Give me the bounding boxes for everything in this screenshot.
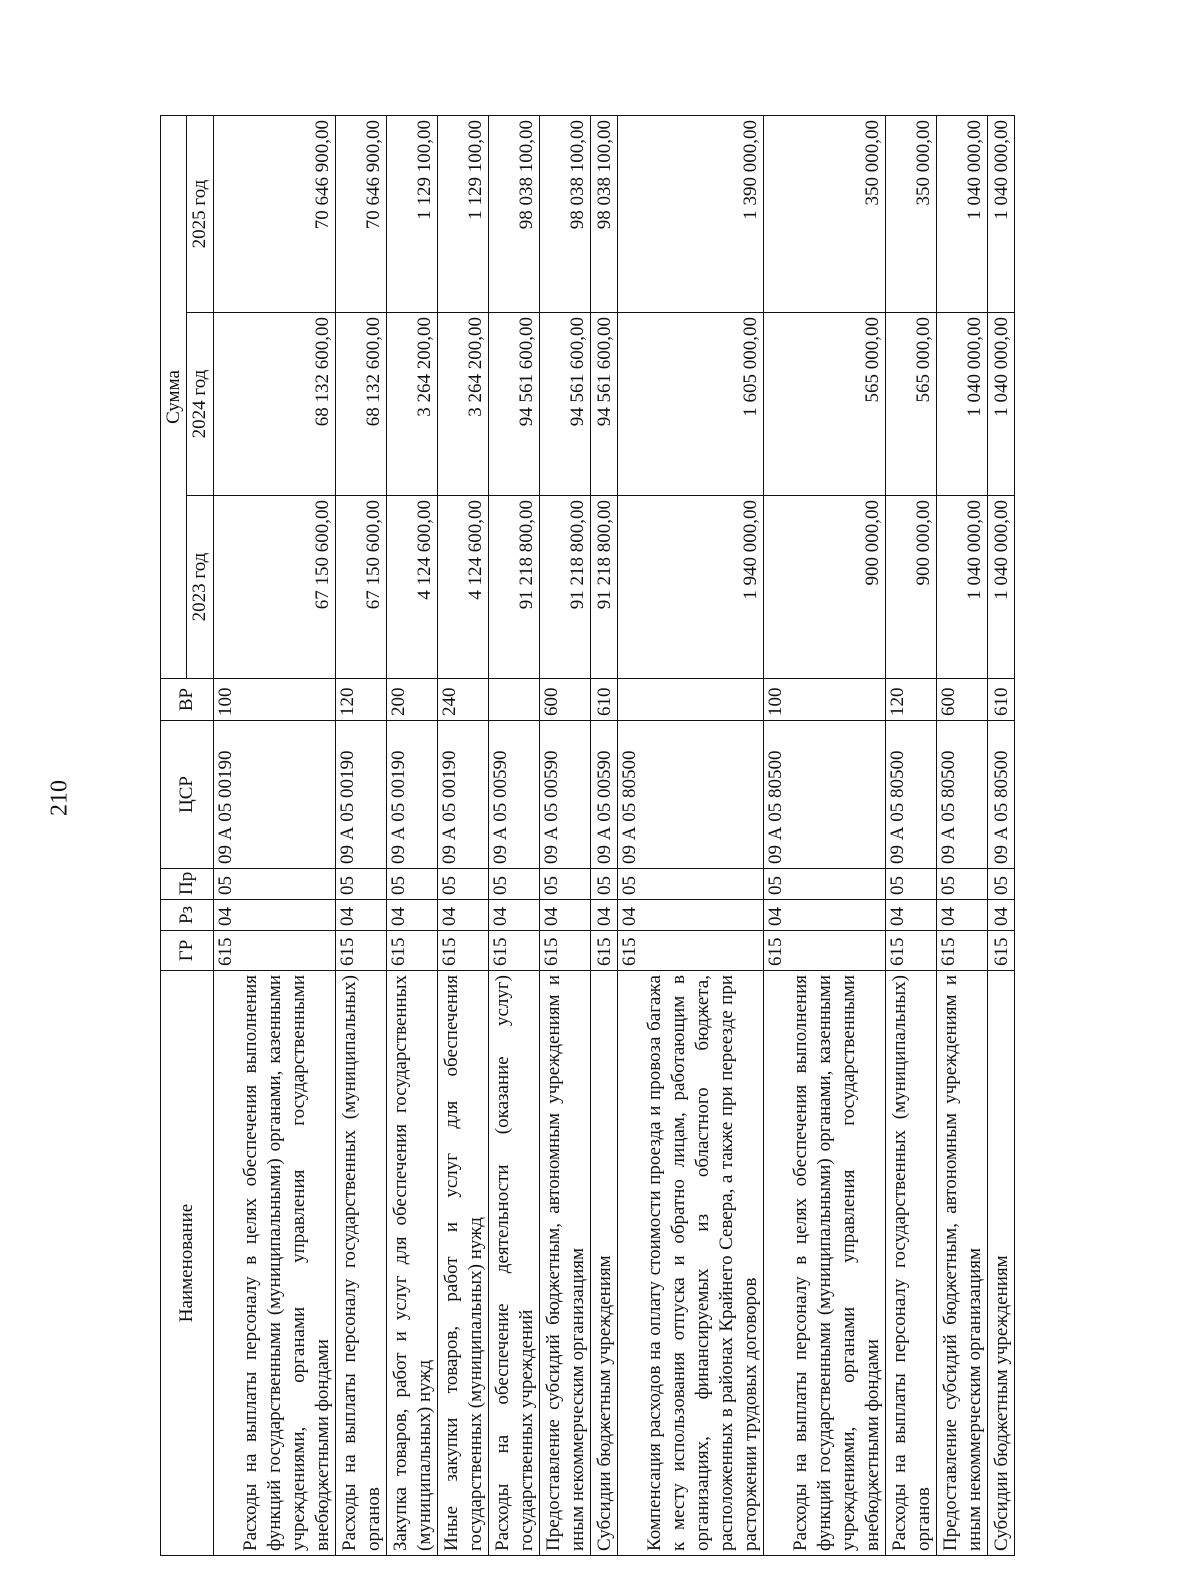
row-gr: 615 — [489, 931, 540, 971]
row-csr: 09 А 05 80500 — [937, 721, 988, 869]
row-rz: 04 — [937, 900, 988, 931]
table-row — [214, 116, 336, 1556]
row-sum-2024: 1 605 000,00 — [618, 313, 764, 496]
table-row — [489, 116, 540, 1556]
row-csr: 09 А 05 00190 — [214, 721, 336, 869]
table-row — [438, 116, 489, 1556]
row-gr: 615 — [540, 931, 591, 971]
row-pr: 05 — [214, 869, 336, 900]
row-sum-2025: 1 040 000,00 — [937, 116, 988, 313]
row-pr: 05 — [764, 869, 886, 900]
row-vr: 120 — [886, 679, 937, 721]
row-sum-2023: 900 000,00 — [764, 496, 886, 679]
row-gr: 615 — [214, 931, 336, 971]
header-gr: ГР — [161, 931, 214, 971]
row-pr: 05 — [886, 869, 937, 900]
row-vr: 600 — [937, 679, 988, 721]
row-vr: 610 — [591, 679, 618, 721]
row-gr: 615 — [591, 931, 618, 971]
row-pr: 05 — [618, 869, 764, 900]
row-sum-2025: 350 000,00 — [886, 116, 937, 313]
row-sum-2023: 1 940 000,00 — [618, 496, 764, 679]
row-sum-2023: 67 150 600,00 — [336, 496, 387, 679]
header-name: Наименование — [161, 971, 214, 1556]
row-sum-2024: 68 132 600,00 — [336, 313, 387, 496]
row-gr: 615 — [336, 931, 387, 971]
row-rz: 04 — [591, 900, 618, 931]
page-number: 210 — [46, 780, 73, 816]
row-csr: 09 А 05 00590 — [591, 721, 618, 869]
header-csr: ЦСР — [161, 721, 214, 869]
row-rz: 04 — [489, 900, 540, 931]
row-pr: 05 — [540, 869, 591, 900]
table-row — [540, 116, 591, 1556]
row-pr: 05 — [937, 869, 988, 900]
budget-table — [160, 115, 1015, 1556]
row-vr: 100 — [764, 679, 886, 721]
row-rz: 04 — [214, 900, 336, 931]
row-name: Расходы на выплаты персоналу в целях обеспечения выполнения функций государственными (муниципальными) органами, казенными учреждениями, органами управления государственными внебюджетными фондами — [214, 971, 336, 1556]
row-pr: 05 — [336, 869, 387, 900]
row-sum-2024: 1 040 000,00 — [988, 313, 1015, 496]
table-row — [764, 116, 886, 1556]
row-vr — [618, 679, 764, 721]
row-rz: 04 — [540, 900, 591, 931]
row-gr: 615 — [886, 931, 937, 971]
row-name: Расходы на выплаты персоналу в целях обеспечения выполнения функций государственными (муниципальными) органами, казенными учреждениями, органами управления государственными внебюджетными фондами — [764, 971, 886, 1556]
header-year-2023: 2023 год — [187, 496, 214, 679]
row-rz: 04 — [886, 900, 937, 931]
header-vr: ВР — [161, 679, 214, 721]
row-name: Предоставление субсидий бюджетным, автономным учреждениям и иным некоммерческим организациям — [540, 971, 591, 1556]
row-sum-2025: 1 390 000,00 — [618, 116, 764, 313]
row-rz: 04 — [618, 900, 764, 931]
row-rz: 04 — [336, 900, 387, 931]
row-sum-2025: 1 129 100,00 — [438, 116, 489, 313]
row-vr: 240 — [438, 679, 489, 721]
row-sum-2023: 91 218 800,00 — [489, 496, 540, 679]
row-rz: 04 — [387, 900, 438, 931]
row-pr: 05 — [591, 869, 618, 900]
header-rz: Рз — [161, 900, 214, 931]
row-csr: 09 А 05 00590 — [489, 721, 540, 869]
row-csr: 09 А 05 80500 — [764, 721, 886, 869]
row-csr: 09 А 05 00190 — [387, 721, 438, 869]
row-sum-2024: 3 264 200,00 — [387, 313, 438, 496]
row-sum-2023: 91 218 800,00 — [591, 496, 618, 679]
table-row — [591, 116, 618, 1556]
table-row — [988, 116, 1015, 1556]
row-sum-2024: 3 264 200,00 — [438, 313, 489, 496]
row-name: Субсидии бюджетным учреждениям — [591, 971, 618, 1556]
row-sum-2023: 4 124 600,00 — [387, 496, 438, 679]
row-rz: 04 — [988, 900, 1015, 931]
row-csr: 09 А 05 00190 — [438, 721, 489, 869]
row-name: Предоставление субсидий бюджетным, автономным учреждениям и иным некоммерческим организациям — [937, 971, 988, 1556]
row-sum-2024: 94 561 600,00 — [540, 313, 591, 496]
table-row — [336, 116, 387, 1556]
row-name: Расходы на выплаты персоналу государственных (муниципальных) органов — [886, 971, 937, 1556]
row-sum-2025: 98 038 100,00 — [489, 116, 540, 313]
row-vr: 600 — [540, 679, 591, 721]
rotated-page — [160, 116, 1120, 1556]
row-pr: 05 — [387, 869, 438, 900]
row-name: Расходы на выплаты персоналу государственных (муниципальных) органов — [336, 971, 387, 1556]
row-sum-2024: 94 561 600,00 — [591, 313, 618, 496]
header-pr: Пр — [161, 869, 214, 900]
row-pr: 05 — [988, 869, 1015, 900]
row-gr: 615 — [764, 931, 886, 971]
row-sum-2024: 565 000,00 — [764, 313, 886, 496]
row-gr: 615 — [618, 931, 764, 971]
row-vr: 200 — [387, 679, 438, 721]
table-row — [618, 116, 764, 1556]
row-gr: 615 — [438, 931, 489, 971]
row-vr: 100 — [214, 679, 336, 721]
table-row — [937, 116, 988, 1556]
row-sum-2025: 98 038 100,00 — [591, 116, 618, 313]
row-name: Иные закупки товаров, работ и услуг для обеспечения государственных (муниципальных) нужд — [438, 971, 489, 1556]
row-csr: 09 А 05 80500 — [886, 721, 937, 869]
row-vr: 120 — [336, 679, 387, 721]
row-sum-2023: 91 218 800,00 — [540, 496, 591, 679]
row-rz: 04 — [438, 900, 489, 931]
row-sum-2024: 1 040 000,00 — [937, 313, 988, 496]
row-sum-2025: 70 646 900,00 — [214, 116, 336, 313]
row-sum-2024: 68 132 600,00 — [214, 313, 336, 496]
row-csr: 09 А 05 80500 — [618, 721, 764, 869]
row-csr: 09 А 05 00590 — [540, 721, 591, 869]
row-name: Компенсация расходов на оплату стоимости проезда и провоза багажа к месту использования отпуска и обратно лицам, работающим в организациях, финансируемых из областного бюджета, расположенных в районах Крайнего Севера, а также при переезде при расторжении трудовых договоров — [618, 971, 764, 1556]
header-year-2025: 2025 год — [187, 116, 214, 313]
row-sum-2023: 1 040 000,00 — [937, 496, 988, 679]
row-sum-2024: 565 000,00 — [886, 313, 937, 496]
row-sum-2024: 94 561 600,00 — [489, 313, 540, 496]
row-sum-2025: 1 129 100,00 — [387, 116, 438, 313]
header-sum: Сумма — [161, 116, 187, 679]
row-gr: 615 — [937, 931, 988, 971]
table-row — [387, 116, 438, 1556]
row-csr: 09 А 05 80500 — [988, 721, 1015, 869]
table-row — [886, 116, 937, 1556]
row-gr: 615 — [988, 931, 1015, 971]
row-sum-2025: 350 000,00 — [764, 116, 886, 313]
row-sum-2023: 4 124 600,00 — [438, 496, 489, 679]
row-gr: 615 — [387, 931, 438, 971]
row-pr: 05 — [489, 869, 540, 900]
row-rz: 04 — [764, 900, 886, 931]
row-csr: 09 А 05 00190 — [336, 721, 387, 869]
row-sum-2025: 98 038 100,00 — [540, 116, 591, 313]
row-vr: 610 — [988, 679, 1015, 721]
row-sum-2025: 1 040 000,00 — [988, 116, 1015, 313]
row-sum-2023: 900 000,00 — [886, 496, 937, 679]
row-name: Расходы на обеспечение деятельности (оказание услуг) государственных учреждений — [489, 971, 540, 1556]
row-sum-2025: 70 646 900,00 — [336, 116, 387, 313]
row-name: Закупка товаров, работ и услуг для обеспечения государственных (муниципальных) нужд — [387, 971, 438, 1556]
header-year-2024: 2024 год — [187, 313, 214, 496]
row-sum-2023: 67 150 600,00 — [214, 496, 336, 679]
row-name: Субсидии бюджетным учреждениям — [988, 971, 1015, 1556]
row-vr — [489, 679, 540, 721]
row-pr: 05 — [438, 869, 489, 900]
table-header-row — [161, 116, 187, 1556]
row-sum-2023: 1 040 000,00 — [988, 496, 1015, 679]
